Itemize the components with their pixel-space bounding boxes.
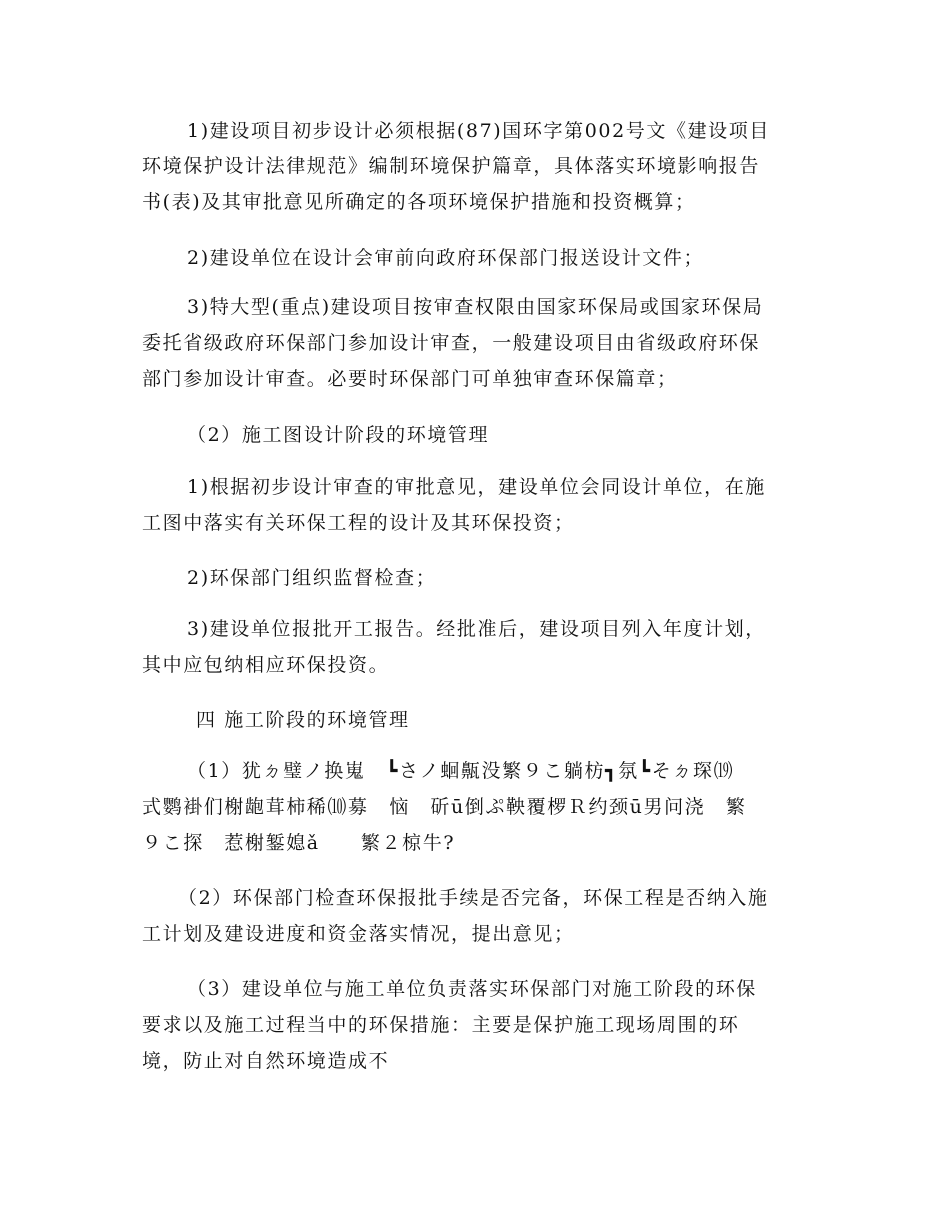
paragraph-10-line-1: （2）环保部门检查环保报批手续是否完备，环保工程是否纳入施 (178, 887, 769, 909)
paragraph-7-line-1: 3)建设单位报批开工报告。经批准后，建设项目列入年度计划， (187, 618, 766, 640)
paragraph-9-line-3: ９こ探 惹榭錾媳ǎ 繁２椋牛? (142, 832, 456, 854)
paragraph-1-line-2: 环境保护设计法律规范》编制环境保护篇章，具体落实环境影响报告 (142, 155, 761, 177)
paragraph-7-line-2: 其中应包纳相应环保投资。 (142, 654, 390, 676)
paragraph-11-line-1: （3）建设单位与施工单位负责落实环保部门对施工阶段的环保 (187, 978, 757, 1000)
paragraph-3-line-2: 委托省级政府环保部门参加设计审查，一般建设项目由省级政府环保 (142, 332, 761, 354)
paragraph-6-line-1: 2)环保部门组织监督检查； (187, 567, 437, 589)
paragraph-3-line-3: 部门参加设计审查。必要时环保部门可单独审查环保篇章； (142, 368, 678, 390)
subheading-construction-drawing: （2）施工图设计阶段的环境管理 (187, 424, 490, 446)
paragraph-11-line-3: 境，防止对自然环境造成不 (142, 1050, 390, 1072)
paragraph-1-line-3: 书(表)及其审批意见所确定的各项环境保护措施和投资概算； (142, 191, 696, 213)
paragraph-3-line-1: 3)特大型(重点)建设项目按审查权限由国家环保局或国家环保局 (187, 296, 764, 318)
paragraph-5-line-2: 工图中落实有关环保工程的设计及其环保投资； (142, 512, 575, 534)
paragraph-9-line-2: 式鹦褂们榭龅茸柿稀⑽募 恼 斫ū倒ぷ鞅覆椤Ｒ约颈ū男问浇 繁 (142, 796, 747, 818)
paragraph-11-line-2: 要求以及施工过程当中的环保措施：主要是保护施工现场周围的环 (142, 1014, 740, 1036)
paragraph-10-line-2: 工计划及建设进度和资金落实情况，提出意见； (142, 923, 575, 945)
section-heading-construction-stage: 四 施工阶段的环境管理 (196, 709, 410, 731)
paragraph-2-line-1: 2)建设单位在设计会审前向政府环保部门报送设计文件； (187, 247, 705, 269)
paragraph-5-line-1: 1)根据初步设计审查的审批意见，建设单位会同设计单位，在施 (187, 476, 766, 498)
paragraph-9-line-1: （1）犹ㄉ璧ノ换嵬 ┗さノ蛔齀没繁９こ躺枋┓氛┗そㄉ琛⒆ (187, 760, 735, 782)
paragraph-1-line-1: 1)建设项目初步设计必须根据(87)国环字第002号文《建设项目 (187, 120, 770, 142)
